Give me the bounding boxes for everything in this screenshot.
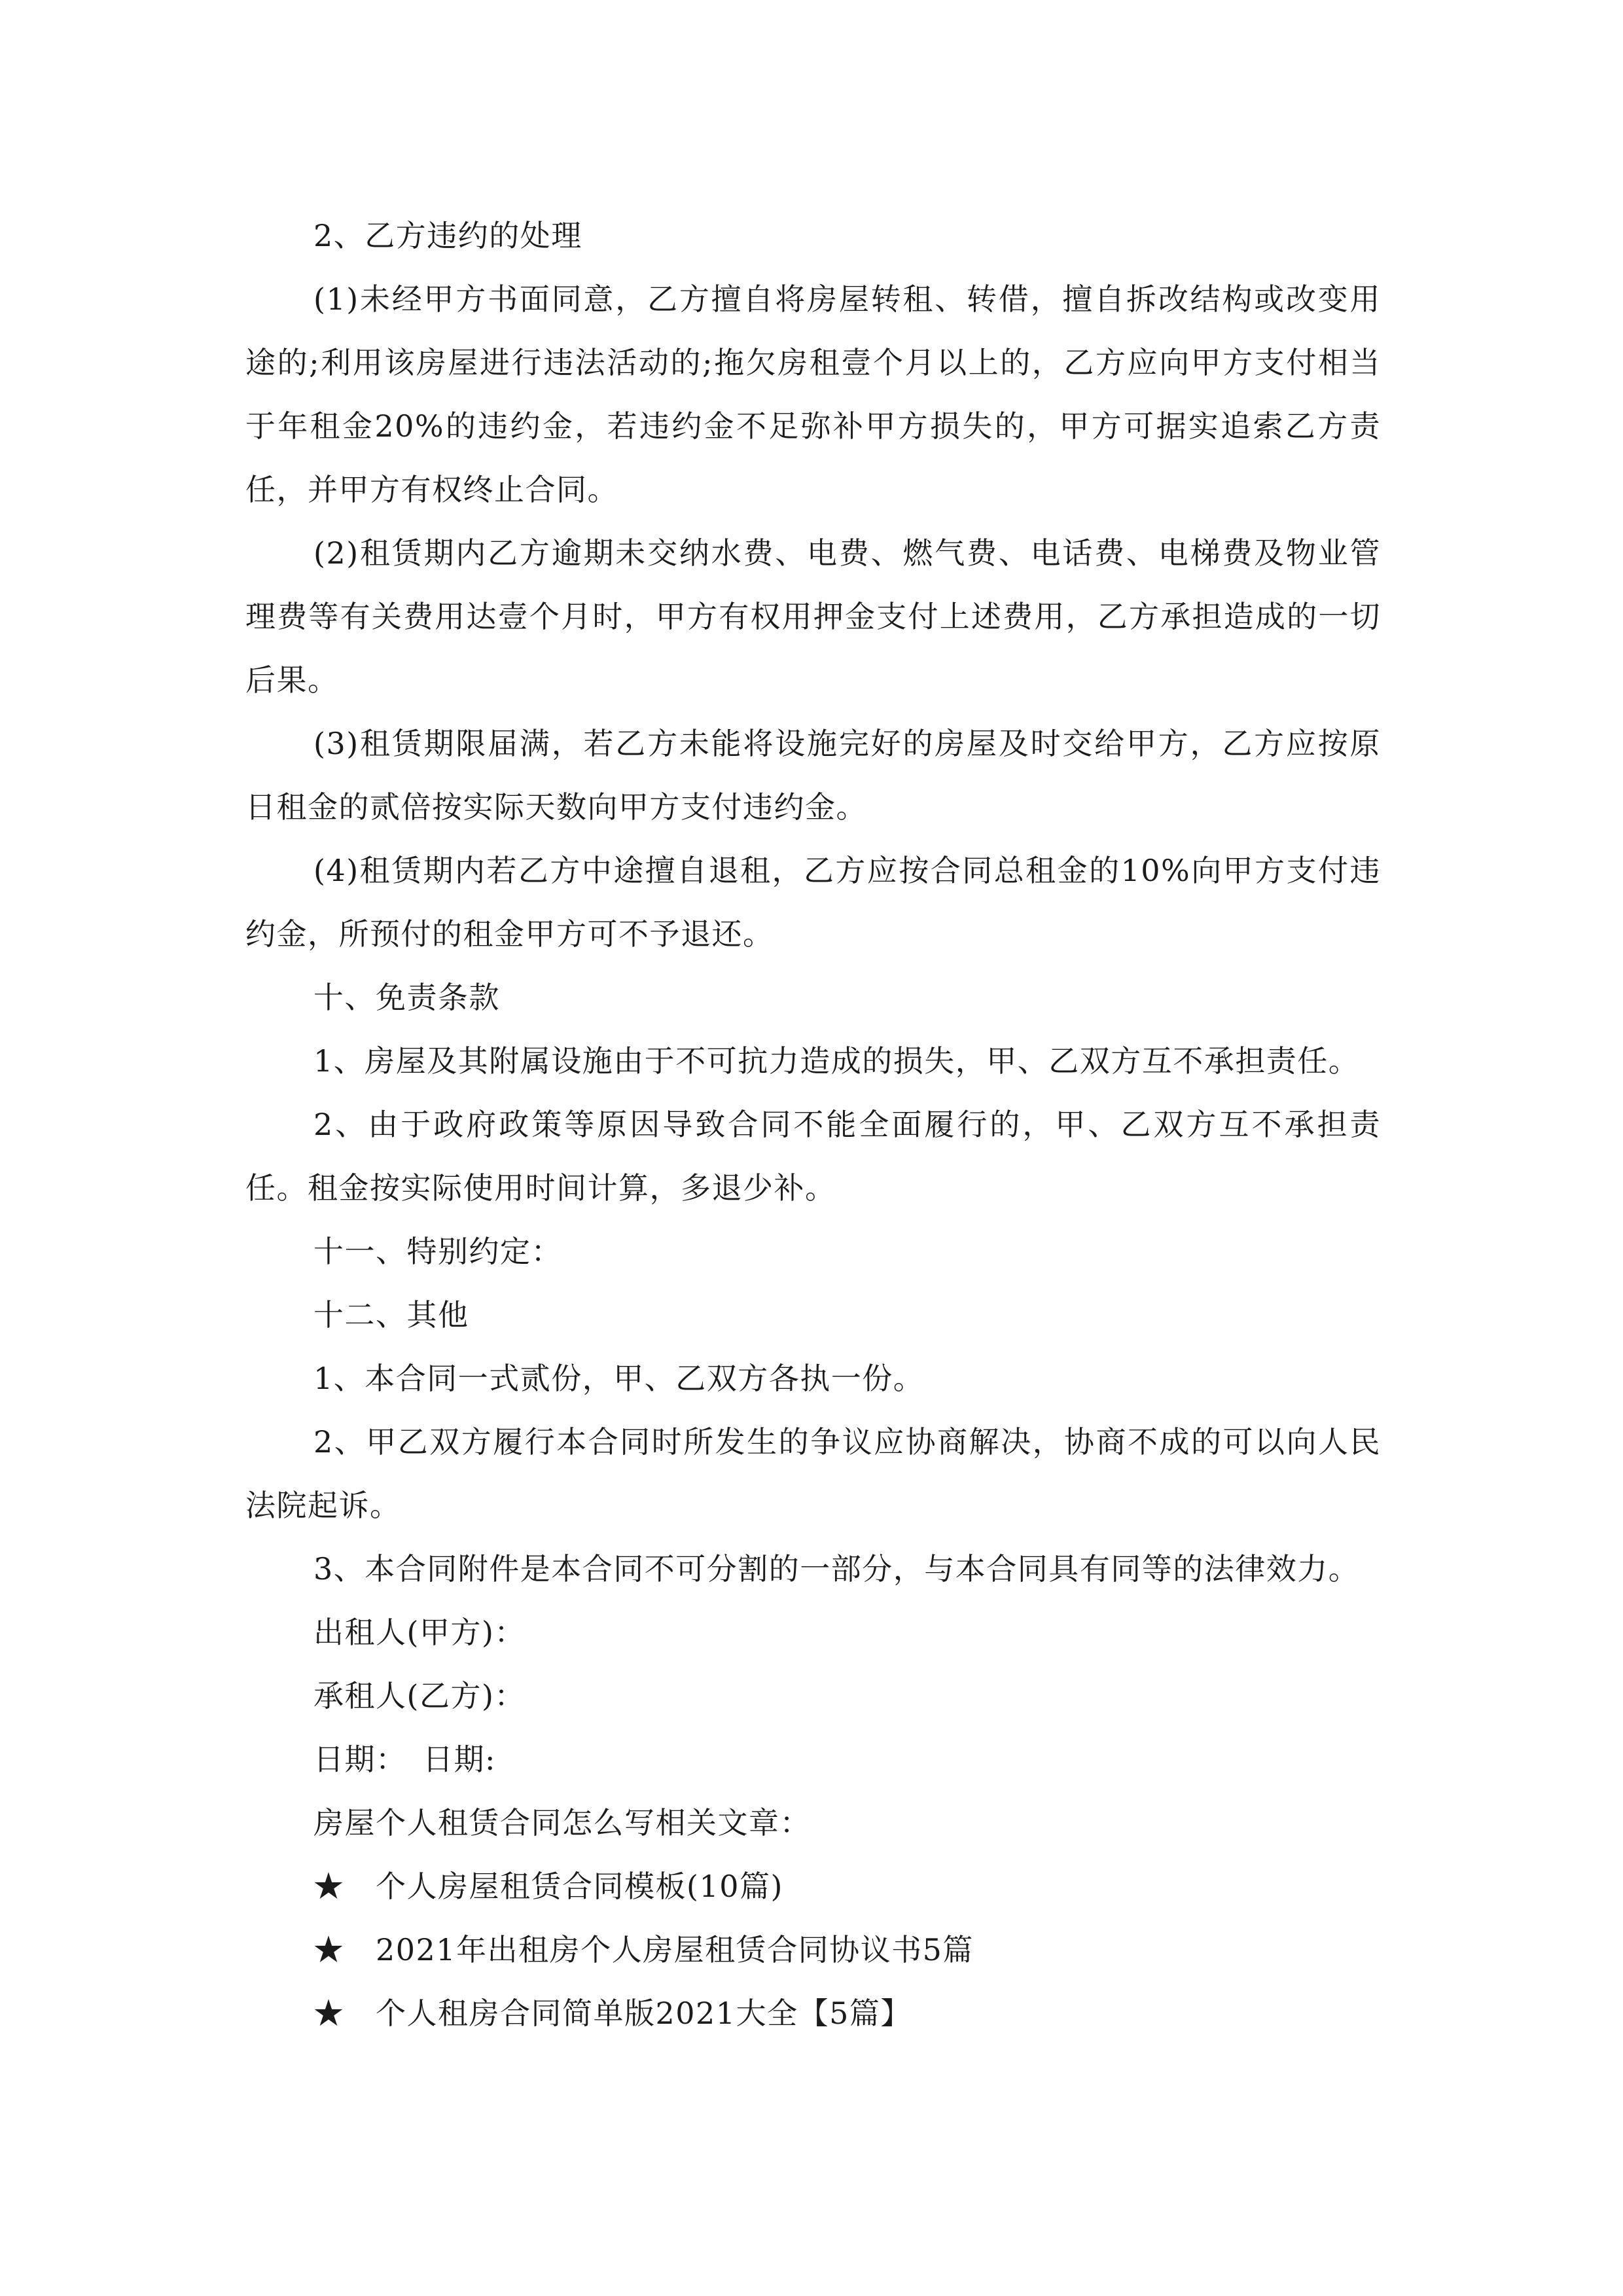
section-heading: 十、免责条款	[313, 980, 500, 1015]
clause-paragraph: 3、本合同附件是本合同不可分割的一部分，与本合同具有同等的法律效力。	[313, 1551, 1360, 1587]
document-body	[245, 204, 1381, 2045]
clause-paragraph: 2、由于政府政策等原因导致合同不能全面履行的，甲、乙双方互不承担责任。租金按实际使用时间计算，多退少补。	[245, 1107, 1381, 1206]
related-article-link[interactable]: ★ 个人房屋租赁合同模板(10篇)	[313, 1869, 783, 1904]
section-heading: 十一、特别约定：	[313, 1234, 562, 1269]
clause-paragraph: (3)租赁期限届满，若乙方未能将设施完好的房屋及时交给甲方，乙方应按原日租金的贰倍按实际天数向甲方支付违约金。	[245, 726, 1381, 825]
clause-paragraph: (2)租赁期内乙方逾期未交纳水费、电费、燃气费、电话费、电梯费及物业管理费等有关费用达壹个月时，甲方有权用押金支付上述费用，乙方承担造成的一切后果。	[245, 535, 1381, 698]
clause-paragraph: (1)未经甲方书面同意，乙方擅自将房屋转租、转借，擅自拆改结构或改变用途的;利用该房屋进行违法活动的;拖欠房租壹个月以上的，乙方应向甲方支付相当于年租金20%的违约金，若违约金不足弥补甲方损失的，甲方可据实追索乙方责任，并甲方有权终止合同。	[245, 281, 1381, 507]
lessee-signature-line: 承租人(乙方)：	[313, 1678, 526, 1713]
clause-paragraph: (4)租赁期内若乙方中途擅自退租，乙方应按合同总租金的10%向甲方支付违约金，所预付的租金甲方可不予退还。	[245, 853, 1381, 952]
date-line: 日期： 日期:	[313, 1742, 496, 1777]
lessor-signature-line: 出租人(甲方)：	[313, 1615, 526, 1650]
clause-paragraph: 2、甲乙双方履行本合同时所发生的争议应协商解决，协商不成的可以向人民法院起诉。	[245, 1424, 1381, 1523]
related-article-link[interactable]: ★ 个人租房合同简单版2021大全【5篇】	[313, 1996, 912, 2031]
section-heading: 十二、其他	[313, 1297, 469, 1333]
clause-paragraph: 1、房屋及其附属设施由于不可抗力造成的损失，甲、乙双方互不承担责任。	[313, 1043, 1360, 1079]
clause-paragraph: 1、本合同一式贰份，甲、乙双方各执一份。	[313, 1361, 925, 1396]
related-articles-heading: 房屋个人租赁合同怎么写相关文章：	[313, 1805, 811, 1840]
clause-heading: 2、乙方违约的处理	[313, 218, 582, 253]
related-article-link[interactable]: ★ 2021年出租房个人房屋租赁合同协议书5篇	[313, 1932, 974, 1967]
